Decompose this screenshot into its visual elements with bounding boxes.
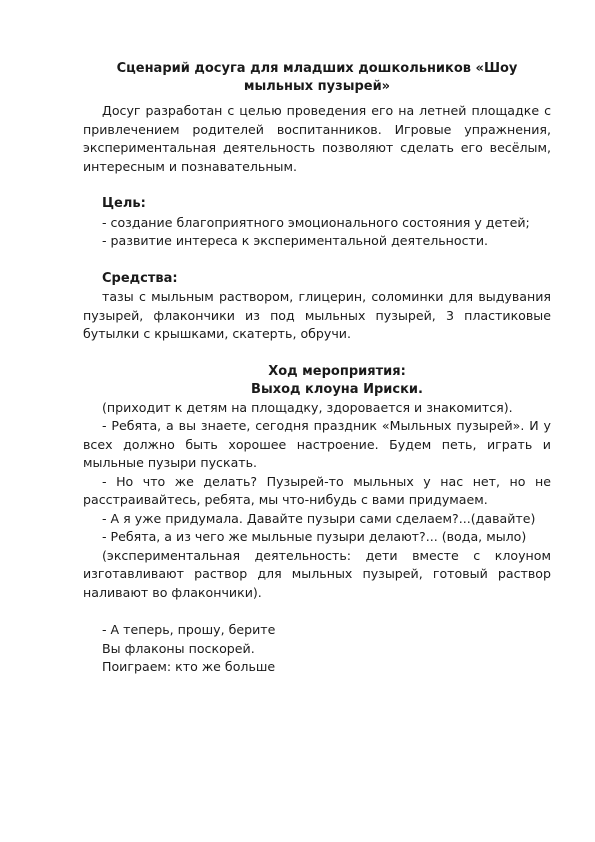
course-subheading: Выход клоуна Ириски.	[251, 381, 423, 397]
spacer	[83, 602, 551, 621]
goal-item: - развитие интереса к экспериментальной деятельности.	[102, 233, 489, 248]
goal-item: - создание благоприятного эмоционального состояния у детей;	[102, 214, 530, 230]
goal-heading: Цель:	[102, 196, 146, 211]
script-paragraph: - Ребята, а из чего же мыльные пузыри делают?... (вода, мыло)	[102, 529, 527, 544]
poem-line: Вы флаконы поскорей.	[102, 640, 255, 656]
means-heading: Средства:	[102, 270, 178, 286]
script-paragraph: (экспериментальная деятельность: дети вместе с клоуном изготавливают раствор для мыльных пузырей, готовый раствор наливают во флакончики).	[83, 547, 551, 600]
course-heading: Ход мероприятия:	[268, 363, 406, 379]
poem-line: - А теперь, прошу, берите	[102, 622, 276, 637]
spacer	[83, 344, 551, 363]
means-paragraph: тазы с мыльным раствором, глицерин, соломинки для выдувания пузырей, флакончики из под мыльных пузырей, 3 пластиковые бутылки с крышками, скатерть, обручи.	[83, 289, 551, 341]
script-paragraph: - Ребята, а вы знаете, сегодня праздник «Мыльных пузырей». И у всех должно быть хорошее настроение. Будем петь, играть и мыльные пузыри пускать.	[83, 418, 551, 470]
spacer	[83, 251, 551, 270]
poem-line: Поиграем: кто же больше	[102, 659, 276, 674]
script-paragraph: - Но что же делать? Пузырей-то мыльных у нас нет, но не расстраивайтесь, ребята, мы что-нибудь с вами придумаем.	[83, 473, 551, 507]
script-paragraph: - А я уже придумала. Давайте пузыри сами сделаем?...(давайте)	[102, 510, 536, 526]
script-paragraph: (приходит к детям на площадку, здоровается и знакомится).	[102, 399, 513, 415]
document-title: Сценарий досуга для младших дошкольников «Шоу мыльных пузырей»	[116, 61, 518, 94]
intro-paragraph: Досуг разработан с целью проведения его на летней площадке с привлечением родителей воспитанников. Игровые упражнения, экспериментальная деятельность позволяют сделать его весёлым, интересным и познавательным.	[83, 103, 551, 174]
spacer	[83, 176, 551, 195]
